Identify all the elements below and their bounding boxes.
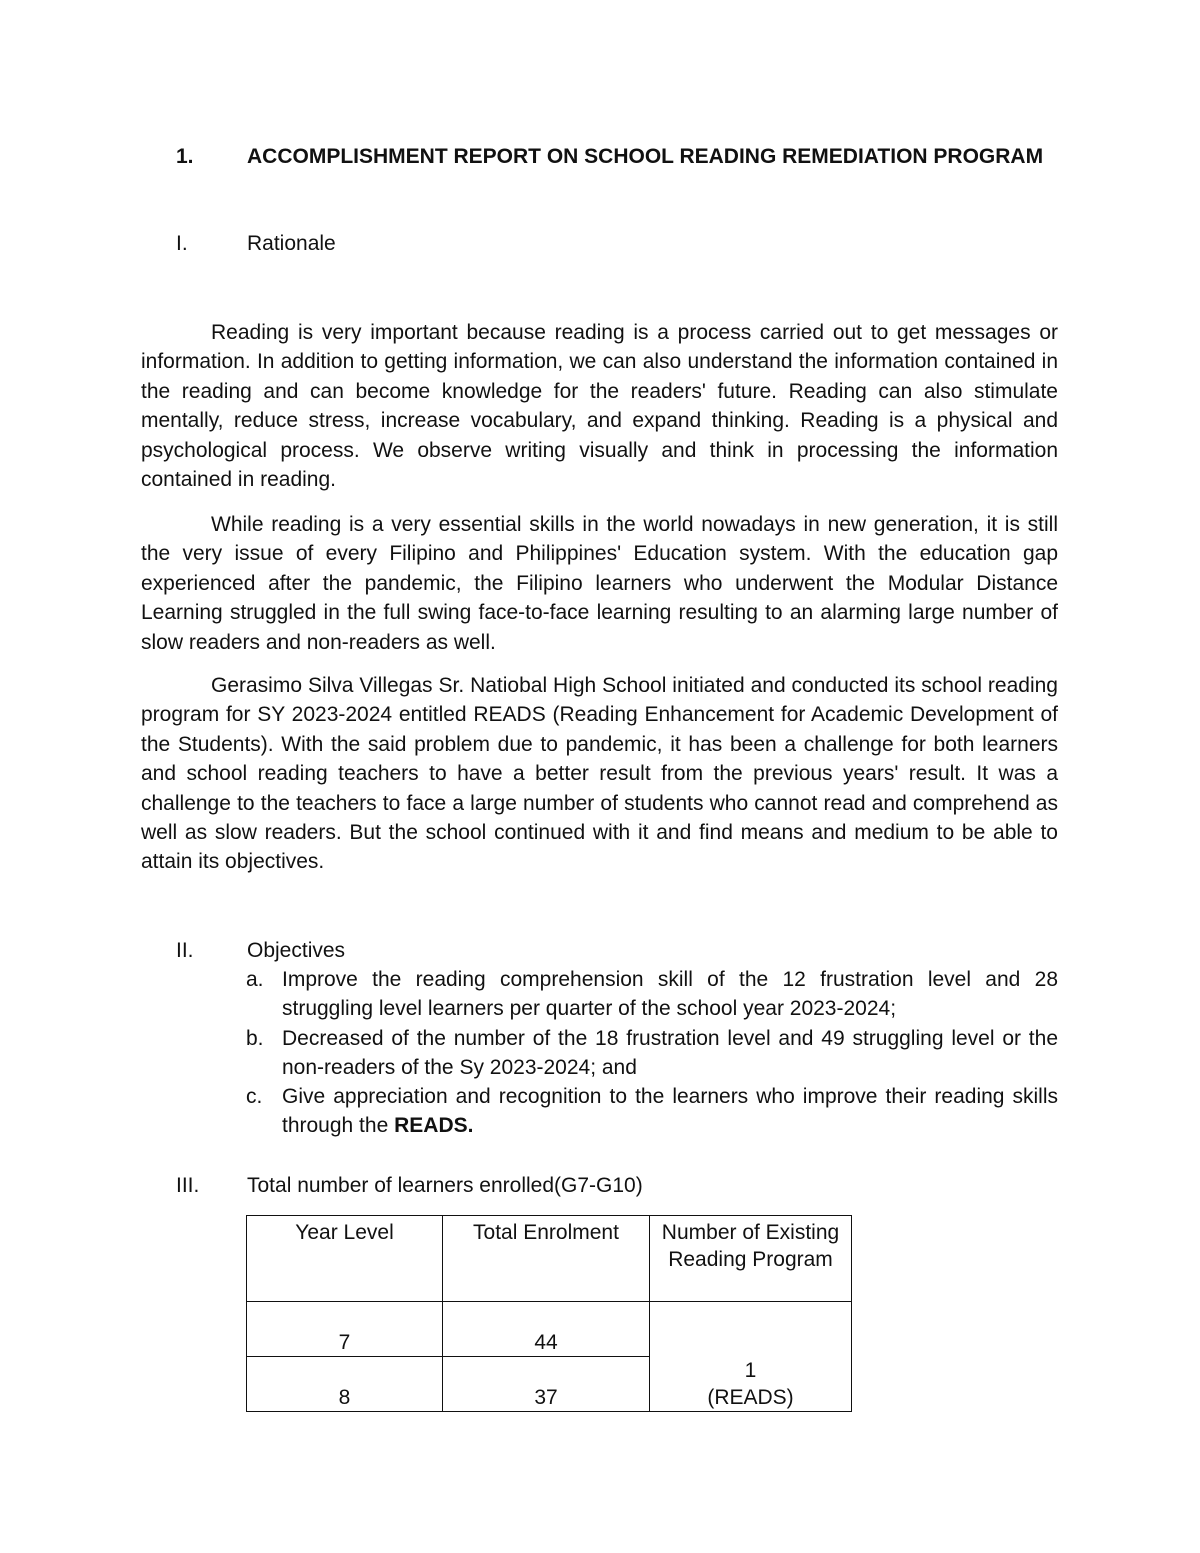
rationale-paragraph-3: Gerasimo Silva Villegas Sr. Natiobal High School initiated and conducted its school reading program for SY 2023-2024 entitled READS (Reading Enhancement for Academic Development of the Students). With the said problem due to pandemic, it has been a challenge for both learners and school reading teachers to have a better result from the previous years' result. It was a challenge to the teachers to face a large number of students who cannot read and comprehend as well as slow readers. But the school continued with it and find means and medium to be able to attain its objectives. <box>141 674 1058 874</box>
cell-enrolment: 44 <box>443 1302 650 1357</box>
section-objectives-label: Objectives <box>247 939 346 962</box>
cell-year-level: 8 <box>247 1357 443 1412</box>
heading-number: 1. <box>176 145 194 168</box>
objective-text: Give appreciation and recognition to the learners who improve their reading skills through the <box>282 1085 1058 1138</box>
section-enrolment-numeral: III. <box>176 1174 200 1197</box>
cell-enrolment: 37 <box>443 1357 650 1412</box>
header-reading-program: Number of Existing Reading Program <box>650 1216 852 1302</box>
list-item <box>246 1082 1058 1141</box>
section-rationale-numeral: I. <box>176 232 188 255</box>
table-header-row <box>247 1216 852 1302</box>
program-count: 1 <box>744 1359 757 1382</box>
cell-reading-program <box>650 1302 852 1412</box>
objective-letter: b. <box>246 1026 264 1050</box>
objective-bold-reads: READS. <box>394 1114 474 1138</box>
objective-text: Decreased of the number of the 18 frustration level and 49 struggling level or the non-readers of the Sy 2023-2024; and <box>282 1026 1058 1079</box>
objective-letter: a. <box>246 968 264 991</box>
header-year-level: Year Level <box>247 1216 443 1302</box>
objectives-list <box>246 965 1058 1141</box>
list-item <box>246 1024 1058 1083</box>
list-item <box>246 965 1058 1024</box>
heading-title: ACCOMPLISHMENT REPORT ON SCHOOL READING REMEDIATION PROGRAM <box>247 145 1044 168</box>
program-name: (READS) <box>707 1386 794 1409</box>
section-objectives-numeral: II. <box>176 939 194 962</box>
objective-letter: c. <box>246 1085 263 1109</box>
section-enrolment-label: Total number of learners enrolled(G7-G10) <box>247 1174 643 1197</box>
cell-year-level: 7 <box>247 1302 443 1357</box>
rationale-paragraph-2: While reading is a very essential skills in the world nowadays in new generation, it is still the very issue of every Filipino and Philippines' Education system. With the education gap experienced after the pandemic, the Filipino learners who underwent the Modular Distance Learning struggled in the full swing face-to-face learning resulting to an alarming large number of slow readers and non-readers as well. <box>141 513 1058 654</box>
rationale-paragraph-1: Reading is very important because reading is a process carried out to get messages or information. In addition to getting information, we can also understand the information contained in the reading and can become knowledge for the readers' future. Reading can also stimulate mentally, reduce stress, increase vocabulary, and expand thinking. Reading is a physical and psychological process. We observe writing visually and think in processing the information contained in reading. <box>141 321 1058 492</box>
objective-text: Improve the reading comprehension skill of the 12 frustration level and 28 struggling level learners per quarter of the school year 2023-2024; <box>282 968 1058 1021</box>
section-rationale-label: Rationale <box>247 232 336 255</box>
header-total-enrolment: Total Enrolment <box>443 1216 650 1302</box>
table-row <box>247 1302 852 1357</box>
enrolment-table <box>246 1215 852 1412</box>
